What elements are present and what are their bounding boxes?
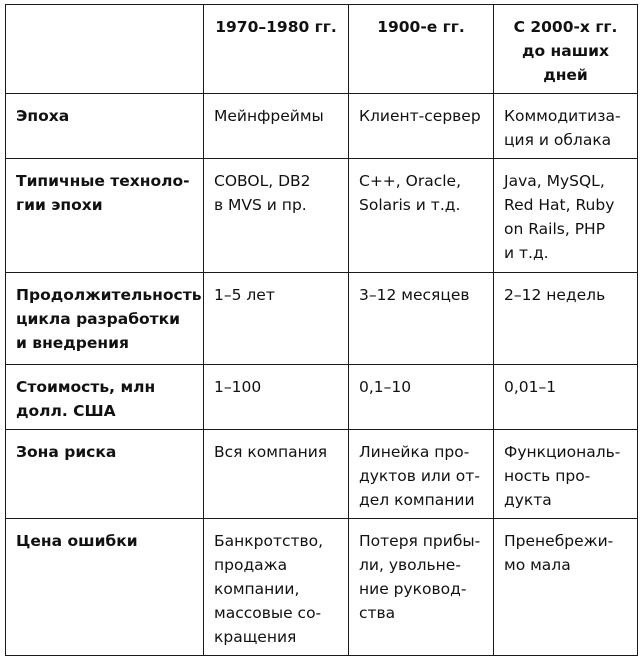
- table-cell: 1–5 лет: [204, 273, 349, 365]
- header-row: [6, 5, 638, 94]
- table-row-error-cost: [6, 519, 638, 656]
- table-cell: Функциональ- ность про- дукта: [494, 430, 638, 519]
- table-cell: Коммодитиза- ция и облака: [494, 94, 638, 159]
- table-cell: 0,01–1: [494, 365, 638, 430]
- table-cell: Мейнфреймы: [204, 94, 349, 159]
- table-cell: C++, Oracle, Solaris и т.д.: [349, 159, 494, 273]
- table-row-technologies: [6, 159, 638, 273]
- comparison-table: [5, 4, 638, 656]
- table-cell: 0,1–10: [349, 365, 494, 430]
- table-row-cycle-duration: [6, 273, 638, 365]
- table-cell: 2–12 недель: [494, 273, 638, 365]
- table-cell: Java, MySQL, Red Hat, Ruby on Rails, PHP и т.д.: [494, 159, 638, 273]
- table-row-cost: [6, 365, 638, 430]
- header-cell-2000s: С 2000-х гг. до наших дней: [494, 5, 638, 94]
- table-cell: Линейка про- дуктов или от- дел компании: [349, 430, 494, 519]
- row-label-risk-zone: Зона риска: [6, 430, 204, 519]
- row-label-error-cost: Цена ошибки: [6, 519, 204, 656]
- table-cell: Вся компания: [204, 430, 349, 519]
- table-cell: COBOL, DB2 в MVS и пр.: [204, 159, 349, 273]
- header-cell-corner: [6, 5, 204, 94]
- row-label-epoch: Эпоха: [6, 94, 204, 159]
- table-cell: Пренебрежи- мо мала: [494, 519, 638, 656]
- table-cell: 1–100: [204, 365, 349, 430]
- row-label-technologies: Типичные техноло- гии эпохи: [6, 159, 204, 273]
- header-cell-1900s: 1900-е гг.: [349, 5, 494, 94]
- table-cell: 3–12 месяцев: [349, 273, 494, 365]
- header-cell-1970-1980: 1970–1980 гг.: [204, 5, 349, 94]
- row-label-cost: Стоимость, млн долл. США: [6, 365, 204, 430]
- table-row-epoch: [6, 94, 638, 159]
- table-row-risk-zone: [6, 430, 638, 519]
- table-cell: Потеря прибы- ли, увольне- ние руковод- ства: [349, 519, 494, 656]
- row-label-cycle-duration: Продолжительность цикла разработки и внедрения: [6, 273, 204, 365]
- table-cell: Банкротство, продажа компании, массовые со- кращения: [204, 519, 349, 656]
- table-cell: Клиент-сервер: [349, 94, 494, 159]
